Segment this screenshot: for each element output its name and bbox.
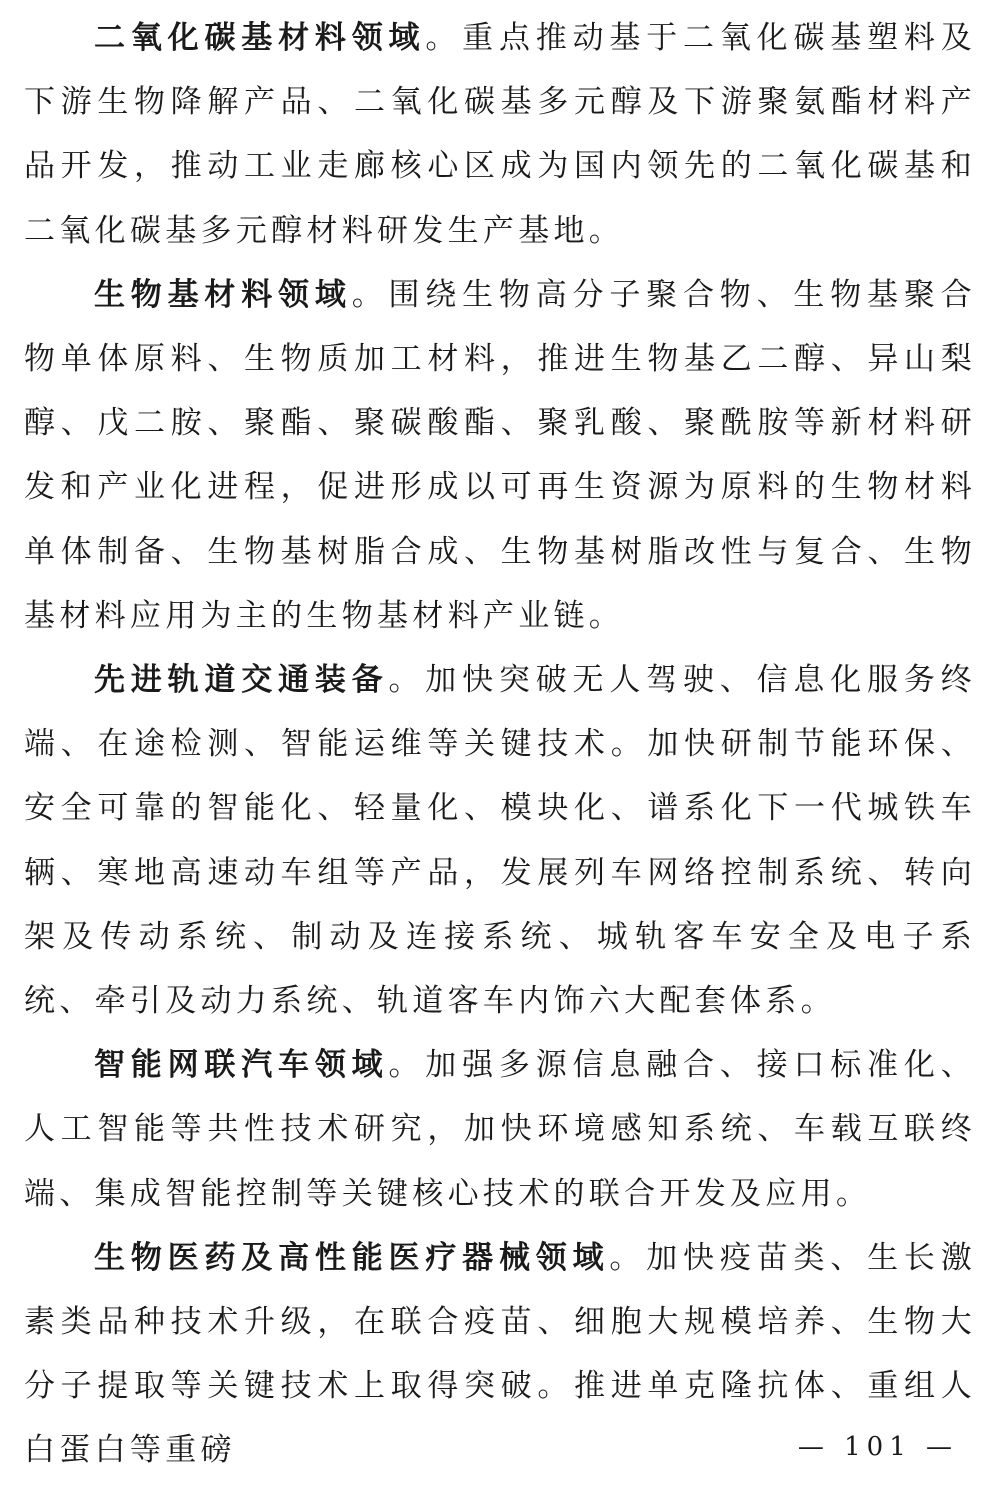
page-number: — 101 —: [797, 1432, 958, 1462]
document-body: [24, 6, 976, 1483]
paragraph-text: 。加快突破无人驾驶、信息化服务终端、在途检测、智能运维等关键技术。加快研制节能环保、安全可靠的智能化、轻量化、模块化、谱系化下一代城铁车辆、寒地高速动车组等产品，发展列车网络控制系统、转向架及传动系统、制动及连接系统、城轨客车安全及电子系统、牵引及动力系统、轨道客车内饰六大配套体系。: [24, 662, 976, 1020]
paragraph-rail-transit: [24, 648, 976, 1033]
paragraph-text: 。围绕生物高分子聚合物、生物基聚合物单体原料、生物质加工材料，推进生物基乙二醇、异山梨醇、戊二胺、聚酯、聚碳酸酯、聚乳酸、聚酰胺等新材料研发和产业化进程，促进形成以可再生资源为原料的生物材料单体制备、生物基树脂合成、生物基树脂改性与复合、生物基材料应用为主的生物基材料产业链。: [24, 276, 976, 634]
paragraph-text: 。加快疫苗类、生长激素类品种技术升级，在联合疫苗、细胞大规模培养、生物大分子提取等关键技术上取得突破。推进单克隆抗体、重组人白蛋白等重磅: [24, 1239, 977, 1469]
paragraph-heading: 先进轨道交通装备: [94, 662, 389, 699]
paragraph-heading: 生物基材料领域: [94, 276, 352, 313]
paragraph-co2-materials: [24, 6, 976, 263]
paragraph-text: 。重点推动基于二氧化碳基塑料及下游生物降解产品、二氧化碳基多元醇及下游聚氨酯材料产品开发，推动工业走廊核心区成为国内领先的二氧化碳基和二氧化碳基多元醇材料研发生产基地。: [24, 20, 977, 249]
paragraph-connected-vehicles: [24, 1033, 976, 1226]
paragraph-text: 。加强多源信息融合、接口标准化、人工智能等共性技术研究，加快环境感知系统、车载互联终端、集成智能控制等关键核心技术的联合开发及应用。: [24, 1047, 976, 1212]
paragraph-bio-materials: [24, 263, 976, 648]
paragraph-heading: 二氧化碳基材料领域: [94, 20, 426, 56]
paragraph-heading: 智能网联汽车领域: [94, 1047, 389, 1084]
paragraph-heading: 生物医药及高性能医疗器械领域: [94, 1239, 610, 1276]
